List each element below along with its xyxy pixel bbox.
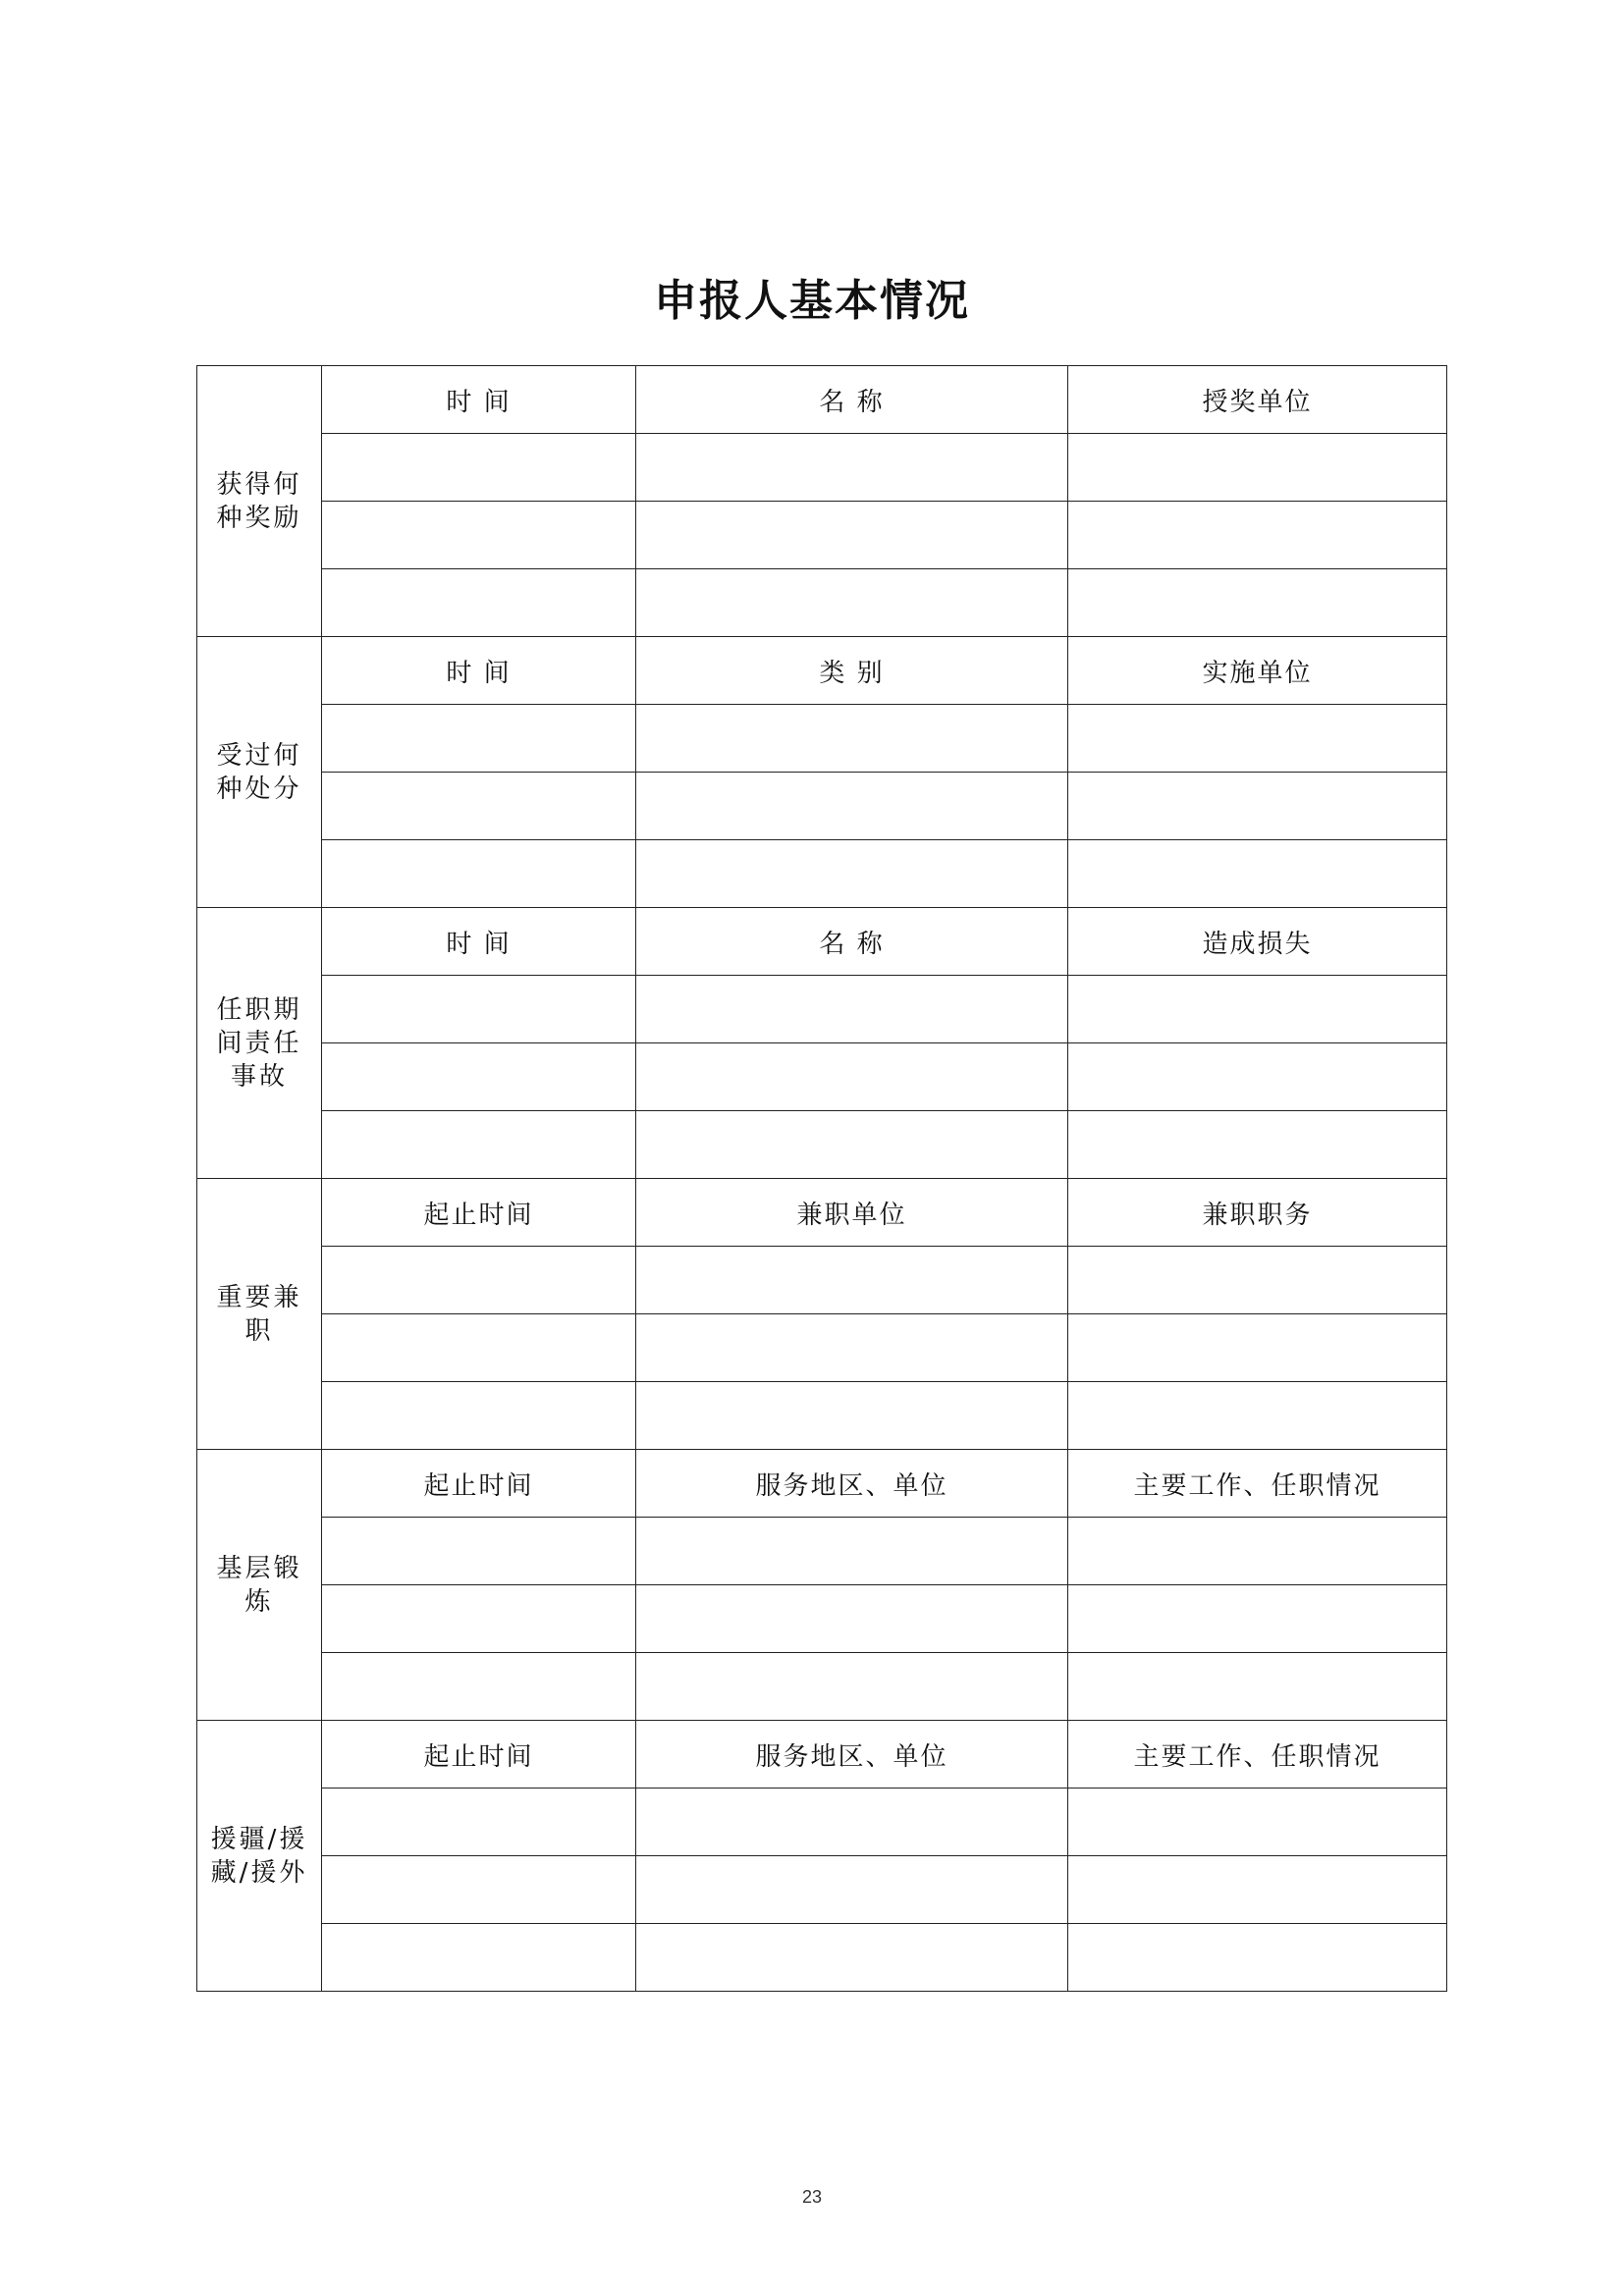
entry-cell[interactable] [1068,1111,1447,1179]
column-header: 实施单位 [1068,637,1447,705]
entry-cell[interactable] [322,1043,636,1111]
table-row [197,1856,1447,1924]
table-row [197,1518,1447,1585]
table-row [197,1789,1447,1856]
entry-cell[interactable] [636,434,1068,502]
entry-cell[interactable] [1068,976,1447,1043]
table-row [197,1382,1447,1450]
entry-cell[interactable] [322,1653,636,1721]
entry-cell[interactable] [322,1247,636,1314]
column-header: 名 称 [636,366,1068,434]
table-row [197,976,1447,1043]
column-header: 主要工作、任职情况 [1068,1450,1447,1518]
section-header-row [197,908,1447,976]
table-row [197,840,1447,908]
entry-cell[interactable] [636,1789,1068,1856]
table-row [197,1247,1447,1314]
column-header: 类 别 [636,637,1068,705]
page-number: 23 [801,2187,823,2207]
section-category-label: 获得何种奖励 [197,366,322,637]
column-header: 名 称 [636,908,1068,976]
entry-cell[interactable] [636,773,1068,840]
table-row [197,1924,1447,1992]
table-row [197,1314,1447,1382]
entry-cell[interactable] [322,705,636,773]
section-header-row [197,1450,1447,1518]
table-row [197,502,1447,569]
column-header: 起止时间 [322,1721,636,1789]
column-header: 服务地区、单位 [636,1450,1068,1518]
table-row [197,569,1447,637]
entry-cell[interactable] [322,1856,636,1924]
entry-cell[interactable] [636,569,1068,637]
entry-cell[interactable] [1068,1585,1447,1653]
table-row [197,773,1447,840]
entry-cell[interactable] [636,1247,1068,1314]
entry-cell[interactable] [322,1314,636,1382]
column-header: 时 间 [322,366,636,434]
entry-cell[interactable] [636,502,1068,569]
entry-cell[interactable] [322,840,636,908]
entry-cell[interactable] [1068,1314,1447,1382]
section-category-label: 受过何种处分 [197,637,322,908]
entry-cell[interactable] [636,840,1068,908]
entry-cell[interactable] [1068,434,1447,502]
entry-cell[interactable] [636,1314,1068,1382]
entry-cell[interactable] [322,1111,636,1179]
entry-cell[interactable] [322,1789,636,1856]
column-header: 兼职职务 [1068,1179,1447,1247]
entry-cell[interactable] [1068,1247,1447,1314]
column-header: 起止时间 [322,1450,636,1518]
entry-cell[interactable] [322,502,636,569]
section-category-label: 任职期间责任事故 [197,908,322,1179]
column-header: 主要工作、任职情况 [1068,1721,1447,1789]
entry-cell[interactable] [1068,1518,1447,1585]
entry-cell[interactable] [636,1111,1068,1179]
table-row [197,705,1447,773]
entry-cell[interactable] [1068,840,1447,908]
entry-cell[interactable] [636,1924,1068,1992]
table-row [197,1585,1447,1653]
document-title: 申报人基本情况 [654,276,970,326]
table-row [197,1043,1447,1111]
applicant-info-table [196,365,1447,1992]
entry-cell[interactable] [322,569,636,637]
column-header: 时 间 [322,908,636,976]
column-header: 授奖单位 [1068,366,1447,434]
entry-cell[interactable] [1068,1653,1447,1721]
entry-cell[interactable] [1068,705,1447,773]
entry-cell[interactable] [322,1518,636,1585]
entry-cell[interactable] [636,1518,1068,1585]
section-header-row [197,637,1447,705]
entry-cell[interactable] [322,976,636,1043]
entry-cell[interactable] [636,1856,1068,1924]
entry-cell[interactable] [1068,1856,1447,1924]
entry-cell[interactable] [1068,773,1447,840]
entry-cell[interactable] [1068,569,1447,637]
entry-cell[interactable] [1068,1789,1447,1856]
section-header-row [197,1721,1447,1789]
entry-cell[interactable] [636,1585,1068,1653]
entry-cell[interactable] [322,1585,636,1653]
entry-cell[interactable] [636,1653,1068,1721]
entry-cell[interactable] [1068,502,1447,569]
entry-cell[interactable] [636,976,1068,1043]
column-header: 时 间 [322,637,636,705]
section-category-label: 援疆/援藏/援外 [197,1721,322,1992]
table-row [197,1111,1447,1179]
entry-cell[interactable] [1068,1043,1447,1111]
column-header: 造成损失 [1068,908,1447,976]
column-header: 服务地区、单位 [636,1721,1068,1789]
column-header: 兼职单位 [636,1179,1068,1247]
table-row [197,434,1447,502]
entry-cell[interactable] [322,1924,636,1992]
entry-cell[interactable] [322,1382,636,1450]
column-header: 起止时间 [322,1179,636,1247]
entry-cell[interactable] [1068,1382,1447,1450]
entry-cell[interactable] [322,773,636,840]
table-row [197,1653,1447,1721]
section-header-row [197,1179,1447,1247]
entry-cell[interactable] [636,1382,1068,1450]
entry-cell[interactable] [322,434,636,502]
entry-cell[interactable] [1068,1924,1447,1992]
section-category-label: 基层锻炼 [197,1450,322,1721]
entry-cell[interactable] [636,1043,1068,1111]
section-header-row [197,366,1447,434]
entry-cell[interactable] [636,705,1068,773]
section-category-label: 重要兼职 [197,1179,322,1450]
